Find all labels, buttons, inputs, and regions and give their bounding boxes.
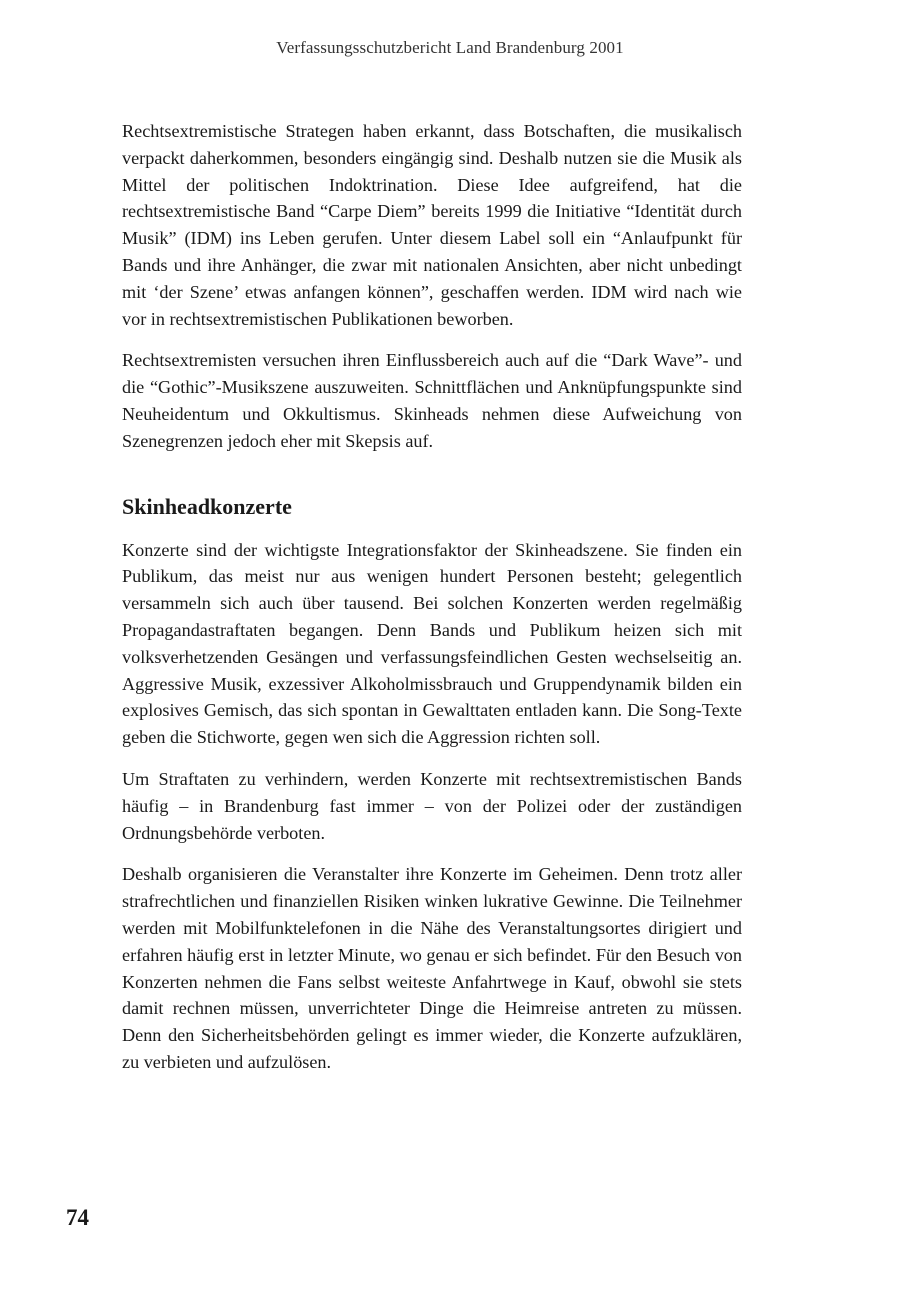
paragraph-konzerte-verbote: Um Straftaten zu verhindern, werden Konzerte mit rechtsextremistischen Bands häufig – in Brandenburg fast immer – von der Polizei oder der zuständigen Ordnungsbehörde verboten. <box>122 768 742 843</box>
running-header: Verfassungsschutzbericht Land Brandenburg 2001 <box>276 38 624 57</box>
paragraph-idm-initiative: Rechtsextremistische Strategen haben erkannt, dass Botschaften, die musikalisch verpackt daherkommen, besonders eingängig sind. Deshalb nutzen sie die Musik als Mittel der politischen Indoktrination. Diese Idee aufgreifend, hat die rechtsextremistische Band “Carpe Diem” bereits 1999 die Initiative “Identität durch Musik” (IDM) ins Leben gerufen. Unter diesem Label soll ein “Anlaufpunkt für Bands und ihre Anhänger, die zwar mit nationalen Ansichten, aber nicht unbedingt mit ‘der Szene’ etwas anfangen können”, geschaffen werden. IDM wird nach wie vor in rechtsextremistischen Publikationen beworben. <box>122 121 742 329</box>
section-heading-skinheadkonzerte: Skinheadkonzerte <box>122 493 292 519</box>
page-body <box>122 118 742 1091</box>
paragraph-dark-wave-gothic: Rechtsextremisten versuchen ihren Einflussbereich auch auf die “Dark Wave”- und die “Gothic”-Musikszene auszuweiten. Schnittflächen und Anknüpfungspunkte sind Neuheidentum und Okkultismus. Skinheads nehmen diese Aufweichung von Szenegrenzen jedoch eher mit Skepsis auf. <box>122 350 742 451</box>
paragraph-konzerte-integration: Konzerte sind der wichtigste Integrationsfaktor der Skinheadszene. Sie finden ein Publikum, das meist nur aus wenigen hundert Personen besteht; gelegentlich versammeln sich auch über tausend. Bei solchen Konzerten werden regelmäßig Propagandastraftaten begangen. Denn Bands und Publikum heizen sich mit volksverhetzenden Gesängen und verfassungsfeindlichen Gesten wechselseitig an. Aggressive Musik, exzessiver Alkoholmissbrauch und Gruppendynamik bilden ein explosives Gemisch, das sich spontan in Gewalttaten entladen kann. Die Song-Texte geben die Stichworte, gegen wen sich die Aggression richten soll. <box>122 539 742 748</box>
paragraph-konzerte-geheim: Deshalb organisieren die Veranstalter ihre Konzerte im Geheimen. Denn trotz aller strafrechtlichen und finanziellen Risiken winken lukrative Gewinne. Die Teilnehmer werden mit Mobilfunktelefonen in die Nähe des Veranstaltungsortes dirigiert und erfahren häufig erst in letzter Minute, wo genau er sich befindet. Für den Besuch von Konzerten nehmen die Fans selbst weiteste Anfahrtwege in Kauf, obwohl sie stets damit rechnen müssen, unverrichteter Dinge die Heimreise antreten zu müssen. Denn den Sicherheitsbehörden gelingt es immer wieder, die Konzerte aufzuklären, zu verbieten und aufzulösen. <box>122 864 742 1072</box>
page-number: 74 <box>66 1205 89 1230</box>
